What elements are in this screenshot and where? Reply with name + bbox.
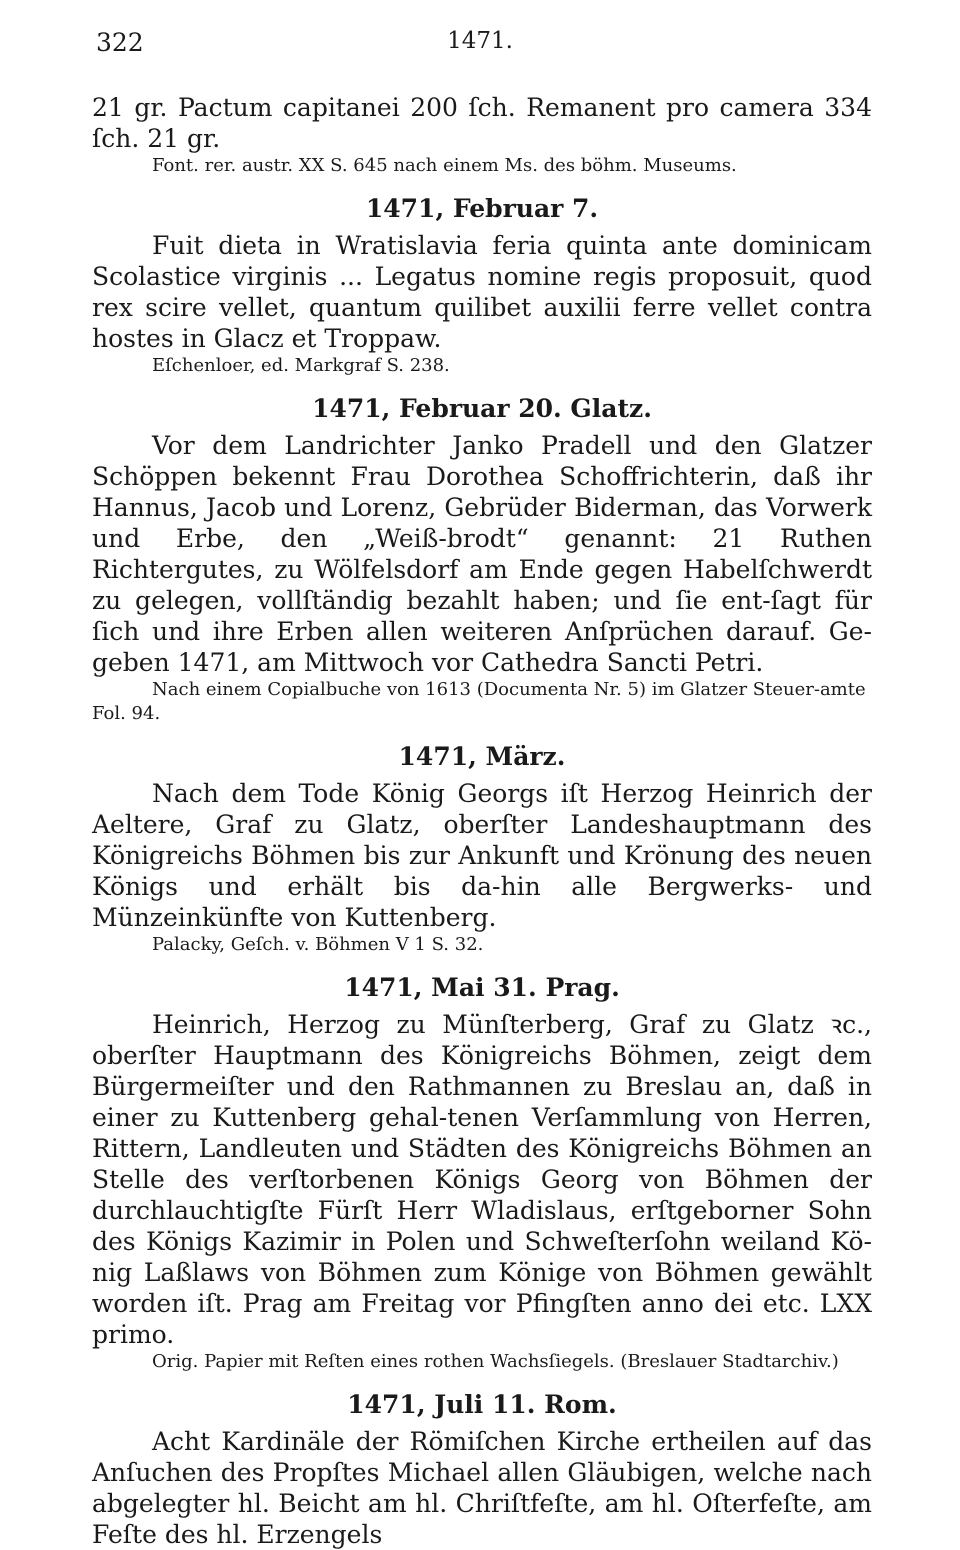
entry-heading: 1471, Februar 7.: [365, 194, 599, 223]
intro-text: 21 gr. Pactum capitanei 200 ſch. Remanent pro camera 334 ſch. 21 gr.: [92, 93, 872, 153]
entry-text: Acht Kardinäle der Römiſchen Kirche ertheilen auf das Anſuchen des Propſtes Michael allen Gläubigen, welche nach abgelegter hl. Beicht am hl. Chriſtfeſte, am hl. Oſterfeſte, am Feſte des hl. Erzengels: [92, 1427, 872, 1549]
entry-source: Eſchenloer, ed. Markgraf S. 238.: [152, 355, 450, 376]
entry-text: Vor dem Landrichter Janko Pradell und den Glatzer Schöppen bekennt Frau Dorothea Schoffrichterin, daß ihr Hannus, Jacob und Lorenz, Gebrüder Biderman, das Vorwerk und Erbe, den „Weiß-brodt“ genannt: 21 Ruthen Richtergutes, zu Wölfelsdorf am Ende gegen Habelſchwerdt zu gelegen, vollſtändig bezahlt haben; und ſie ent-ſagt für ſich und ihre Erben allen weiteren Anſprüchen darauf. Ge-geben 1471, am Mittwoch vor Cathedra Sancti Petri.: [92, 431, 872, 677]
entry-source: Orig. Papier mit Reſten eines rothen Wachsſiegels. (Breslauer Stadtarchiv.): [152, 1351, 839, 1372]
intro-source: Font. rer. austr. XX S. 645 nach einem Ms. des böhm. Museums.: [152, 155, 737, 176]
entry: [92, 740, 872, 957]
entry-heading: 1471, März.: [398, 742, 566, 771]
entry-heading: 1471, Mai 31. Prag.: [344, 973, 620, 1002]
entry-heading: 1471, Februar 20. Glatz.: [312, 394, 652, 423]
entry-source: Palacky, Geſch. v. Böhmen V 1 S. 32.: [152, 934, 484, 955]
entry-text: Heinrich, Herzog zu Münſterberg, Graf zu Glatz ꝛc., oberſter Hauptmann des Königreichs Böhmen, zeigt dem Bürgermeiſter und den Rathmannen zu Breslau an, daß in einer zu Kuttenberg gehal-tenen Verſammlung von Herren, Rittern, Landleuten und Städten des Königreichs Böhmen an Stelle des verſtorbenen Königs Georg von Böhmen der durchlauchtigſte Fürſt Herr Wladislaus, erſtgeborner Sohn des Königs Kazimir in Polen und Schweſterſohn weiland Kö-nig Laßlaws von Böhmen zum Könige von Böhmen gewählt worden iſt. Prag am Freitag vor Pfingſten anno dei etc. LXX primo.: [92, 1010, 872, 1349]
running-head: 1471.: [447, 28, 513, 54]
entry: [92, 192, 872, 378]
entry-text: Fuit dieta in Wratislavia feria quinta ante dominicam Scolastice virginis ... Legatus nomine regis proposuit, quod rex scire vellet, quantum quilibet auxilii ferre vellet contra hostes in Glacz et Troppaw.: [92, 231, 872, 353]
page-body: [92, 92, 872, 1550]
entry-heading: 1471, Juli 11. Rom.: [347, 1390, 617, 1419]
entry-source: Nach einem Copialbuche von 1613 (Documenta Nr. 5) im Glatzer Steuer-amte Fol. 94.: [92, 679, 866, 724]
page-number: 322: [96, 28, 144, 57]
entry-text: Nach dem Tode König Georgs iſt Herzog Heinrich der Aeltere, Graf zu Glatz, oberſter Landeshauptmann des Königreichs Böhmen bis zur Ankunft und Krönung des neuen Königs und erhält bis da-hin alle Bergwerks- und Münzeinkünfte von Kuttenberg.: [92, 779, 872, 932]
entry: [92, 392, 872, 726]
entry: [92, 971, 872, 1374]
page-header: [96, 28, 864, 68]
entry: [92, 1388, 872, 1550]
